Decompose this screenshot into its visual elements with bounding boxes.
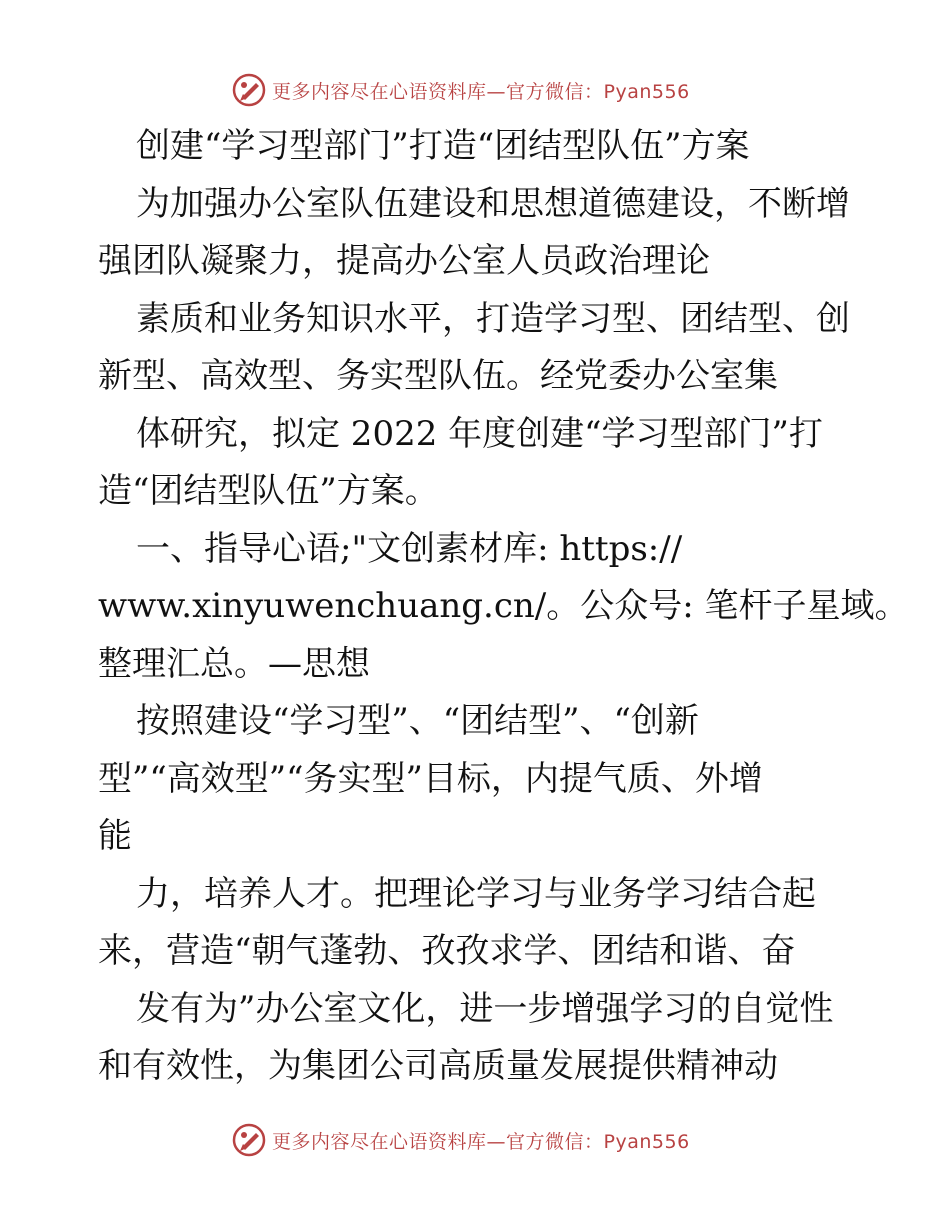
text-line: 造“团结型队伍”方案。: [98, 471, 439, 511]
text-line: 来，营造“朝气蓬勃、孜孜求学、团结和谐、奋: [98, 931, 796, 971]
text-line: 新型、高效型、务实型队伍。经党委办公室集: [98, 356, 778, 396]
text-line: 力，培养人才。把理论学习与业务学习结合起: [136, 873, 816, 914]
text-line: 素质和业务知识水平，打造学习型、团结型、创: [136, 298, 850, 339]
text-line: 按照建设“学习型”、“团结型”、“创新: [136, 701, 699, 741]
text-line: 为加强办公室队伍建设和思想道德建设，不断增: [136, 183, 850, 224]
text-line: 型”“高效型”“务实型”目标，内提气质、外增: [98, 758, 763, 799]
text-line: 体研究，拟定 2022 年度创建“学习型部门”打: [136, 413, 823, 454]
text-line: 能: [98, 816, 132, 856]
brand-logo-icon: [232, 1123, 266, 1157]
text-line: www.xinyuwenchuang.cn/。公众号: 笔杆子星域。: [98, 586, 909, 626]
document-body: [98, 118, 909, 1096]
section-heading: 一、指导心语;"文创素材库: https://: [136, 528, 683, 569]
document-title: 创建“学习型部门”打造“团结型队伍”方案: [136, 126, 750, 166]
text-line: 强团队凝聚力，提高办公室人员政治理论: [98, 241, 710, 281]
banner-text: 更多内容尽在心语资料库—官方微信：Pyan556: [272, 80, 690, 103]
brand-logo-icon: [232, 73, 266, 107]
text-line: 整理汇总。—思想: [98, 643, 370, 684]
text-line: 和有效性，为集团公司高质量发展提供精神动: [98, 1046, 778, 1086]
text-line: 发有为”办公室文化，进一步增强学习的自觉性: [136, 988, 834, 1029]
header-watermark-banner: [232, 70, 712, 110]
banner-text: 更多内容尽在心语资料库—官方微信：Pyan556: [272, 1130, 690, 1153]
footer-watermark-banner: [232, 1120, 712, 1160]
